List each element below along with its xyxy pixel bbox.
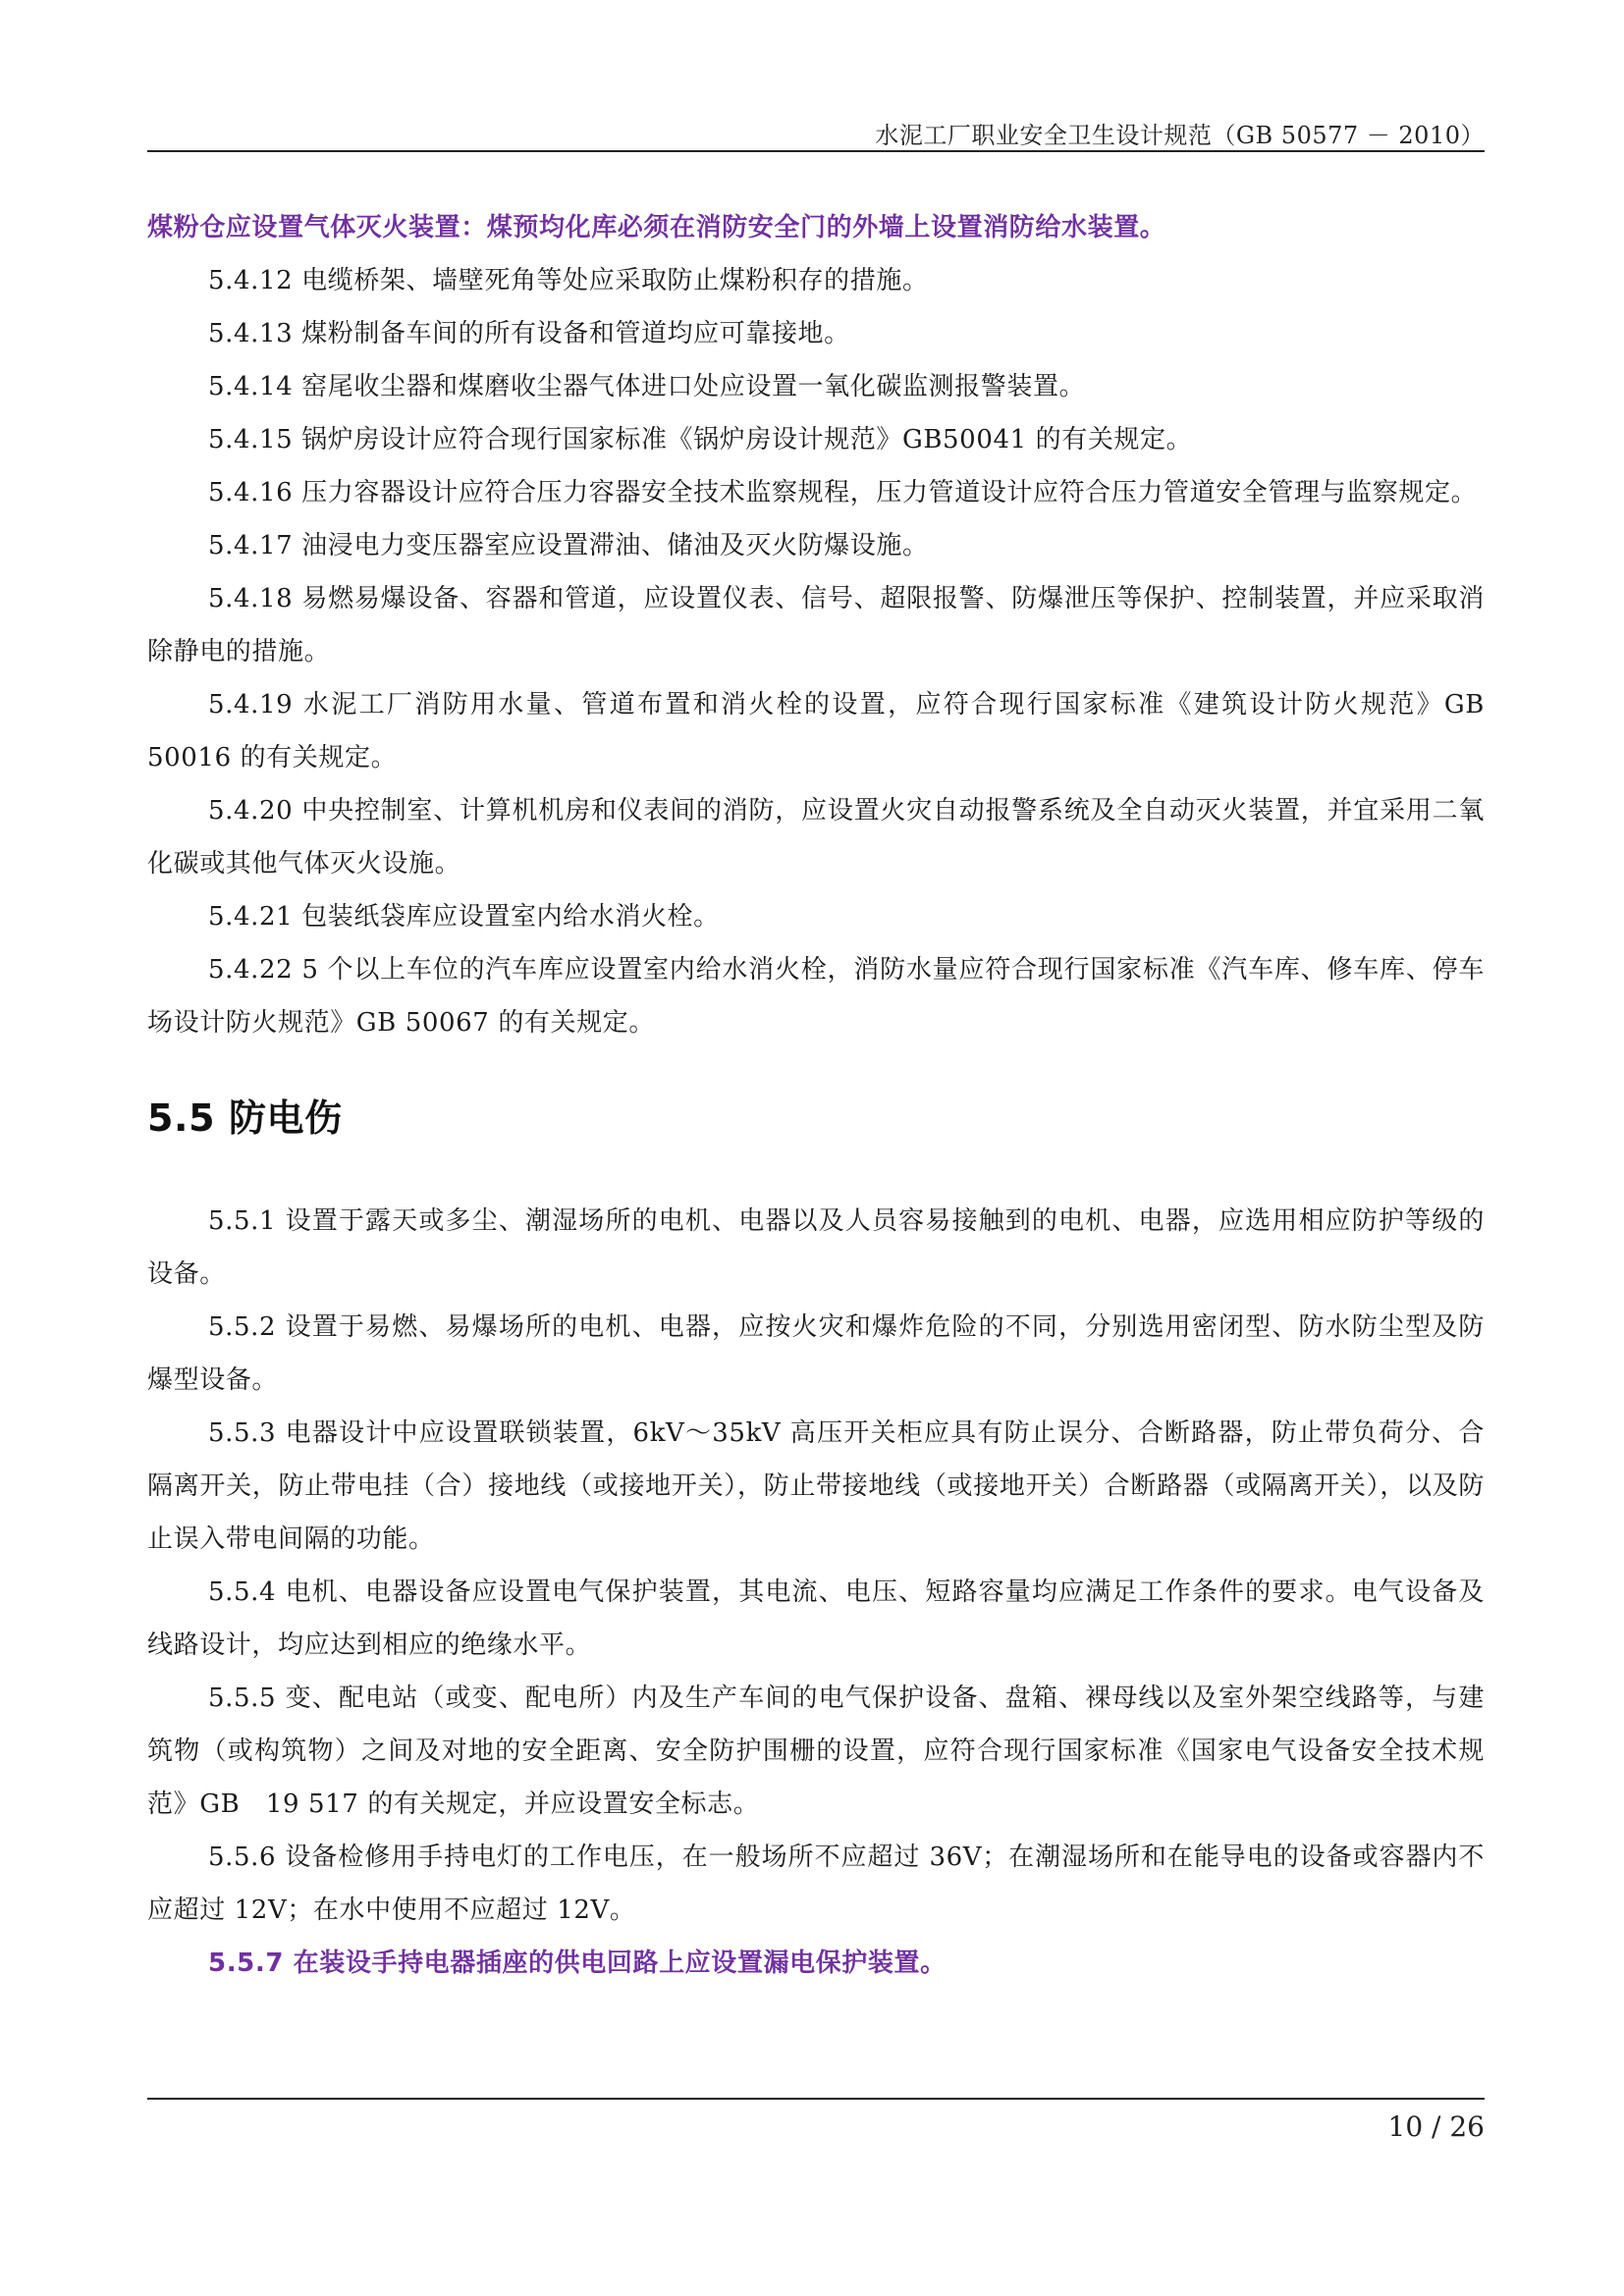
clause-5-4-14: 5.4.14 窑尾收尘器和煤磨收尘器气体进口处应设置一氧化碳监测报警装置。 xyxy=(208,372,1086,401)
clause-5-5-3: 5.5.3 电器设计中应设置联锁装置，6kV～35kV 高压开关柜应具有防止误分、合断路器，防止带负荷分、合隔离开关，防止带电挂（合）接地线（或接地开关），防止带接地线（或接地开关）合断路器（或隔离开关），以及防止误入带电间隔的功能。 xyxy=(147,1418,1485,1554)
footer-rule xyxy=(147,2098,1485,2100)
paragraph-coal-powder-bin: 煤粉仓应设置气体灭火装置：煤预均化库必须在消防安全门的外墙上设置消防给水装置。 xyxy=(147,213,1166,242)
clause-5-4-17: 5.4.17 油浸电力变压器室应设置滞油、储油及灭火防爆设施。 xyxy=(208,531,929,561)
clause-5-4-15: 5.4.15 锅炉房设计应符合现行国家标准《锅炉房设计规范》GB50041 的有关规定。 xyxy=(208,425,1193,454)
page-number: 10 / 26 xyxy=(1387,2110,1485,2143)
clause-5-4-22: 5.4.22 5 个以上车位的汽车库应设置室内给水消火栓，消防水量应符合现行国家标准《汽车库、修车库、停车场设计防火规范》GB 50067 的有关规定。 xyxy=(147,955,1485,1038)
clause-5-4-16: 5.4.16 压力容器设计应符合压力容器安全技术监察规程，压力管道设计应符合压力管道安全管理与监察规定。 xyxy=(208,478,1478,507)
clause-5-5-4: 5.5.4 电机、电器设备应设置电气保护装置，其电流、电压、短路容量均应满足工作条件的要求。电气设备及线路设计，均应达到相应的绝缘水平。 xyxy=(147,1577,1485,1660)
clause-5-4-19: 5.4.19 水泥工厂消防用水量、管道布置和消火栓的设置，应符合现行国家标准《建筑设计防火规范》GB 50016 的有关规定。 xyxy=(147,690,1485,773)
clause-5-5-6: 5.5.6 设备检修用手持电灯的工作电压，在一般场所不应超过 36V；在潮湿场所和在能导电的设备或容器内不应超过 12V；在水中使用不应超过 12V。 xyxy=(147,1842,1485,1925)
clause-5-5-1: 5.5.1 设置于露天或多尘、潮湿场所的电机、电器以及人员容易接触到的电机、电器，应选用相应防护等级的设备。 xyxy=(147,1206,1485,1289)
clause-5-5-2: 5.5.2 设置于易燃、易爆场所的电机、电器，应按火灾和爆炸危险的不同，分别选用密闭型、防水防尘型及防爆型设备。 xyxy=(147,1312,1485,1395)
running-header-title: 水泥工厂职业安全卫生设计规范（GB 50577 － 2010） xyxy=(875,122,1485,149)
clause-5-4-12: 5.4.12 电缆桥架、墙壁死角等处应采取防止煤粉积存的措施。 xyxy=(208,266,929,295)
header-rule xyxy=(147,150,1485,152)
clause-5-5-5: 5.5.5 变、配电站（或变、配电所）内及生产车间的电气保护设备、盘箱、裸母线以及室外架空线路等，与建筑物（或构筑物）之间及对地的安全距离、安全防护围栅的设置，应符合现行国家标准《国家电气设备安全技术规范》GB 19 517 的有关规定，并应设置安全标志。 xyxy=(147,1683,1485,1819)
section-heading-5-5: 5.5 防电伤 xyxy=(147,1096,343,1140)
body-text xyxy=(147,201,1485,1990)
clause-5-4-13: 5.4.13 煤粉制备车间的所有设备和管道均应可靠接地。 xyxy=(208,319,850,348)
clause-5-4-20: 5.4.20 中央控制室、计算机机房和仪表间的消防，应设置火灾自动报警系统及全自动灭火装置，并宜采用二氧化碳或其他气体灭火设施。 xyxy=(147,796,1485,879)
clause-5-4-18: 5.4.18 易燃易爆设备、容器和管道，应设置仪表、信号、超限报警、防爆泄压等保护、控制装置，并应采取消除静电的措施。 xyxy=(147,584,1485,667)
clause-5-4-21: 5.4.21 包装纸袋库应设置室内给水消火栓。 xyxy=(208,902,720,932)
clause-5-5-7: 5.5.7 在装设手持电器插座的供电回路上应设置漏电保护装置。 xyxy=(208,1949,947,1978)
